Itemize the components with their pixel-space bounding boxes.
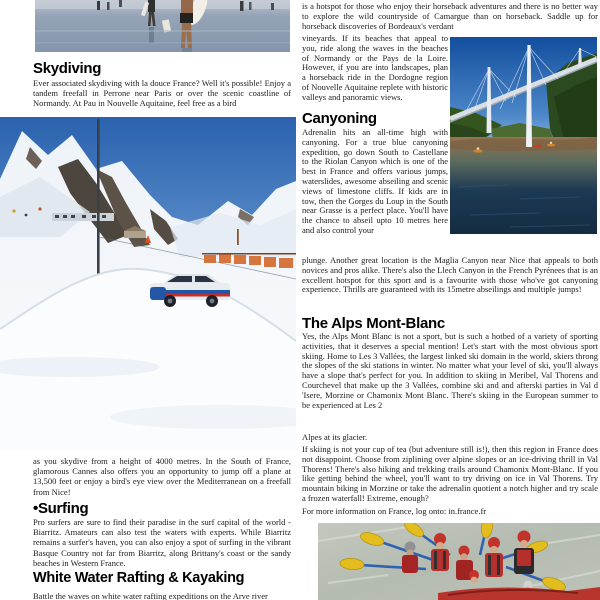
beach-surfers-photo [35, 0, 290, 52]
canyoning-paragraph-narrow: Adrenalin hits an all-time high with canyoning. For a true blue canyoning expedition, go down South to Castellane to the Riolan Canyon which is one of the best in France and offers various jumps, waterslides, awesome abseiling and scenic views of limestone cliffs. If kids are in tow, then the Gorges du Loup in the South near Grasse is a perfect place. You'll have the chance to abseil upto 10 metres here and also control your [302, 128, 448, 235]
alps-more-info: For more information on France, log onto: in.france.fr [302, 507, 487, 516]
alps-paragraph-1-tail: Alpes at its glacier. [302, 433, 368, 442]
skydiving-paragraph-1: Ever associated skydiving with la douce France? Well it's possible! Enjoy a tandem freefall in Perrone near Paris or over the scenic coastline of Normandy. At Pau in Nouvelle Aquitaine, feel free as a bird [33, 78, 291, 109]
white-water-rafting-photo [318, 523, 600, 600]
surfing-heading: •Surfing [33, 500, 89, 517]
white-water-paragraph-partial: Battle the waves on white water rafting expeditions on the Arve river [33, 591, 268, 600]
beach-surfers-illustration [35, 0, 290, 52]
white-water-heading: White Water Rafting & Kayaking [33, 570, 245, 586]
canyoning-heading: Canyoning [302, 110, 377, 127]
skydiving-heading: Skydiving [33, 60, 102, 77]
rafting-illustration [318, 523, 600, 600]
skydiving-paragraph-2: as you skydive from a height of 4000 metres. In the South of France, glamorous Cannes also offers you an opportunity to jump off a plane at 13,500 feet or enjoy a bird's eye view over the Mediterranean on a freefall from Nice! [33, 456, 291, 497]
ski-slope-ice-driving-photo [0, 117, 296, 450]
horse-riding-paragraph-wide: is a hotspot for those who enjoy their horseback adventures and there is no better way to explore the wild countryside of Camargue than on horseback. Saddle up for horseback discoveries of Bordeaux's verdant [302, 2, 598, 31]
canyoning-paragraph-wide: plunge. Another great location is the Maglia Canyon near Nice that appeals to both novices and pros alike. There's also the Llech Canyon in the French Pyrénees that is an excellent hotspot for this sport and is a favourite with those who've got canyoning experience. Thrills are guaranteed with its 15metre abseilings and multiple jumps! [302, 256, 598, 295]
ski-slope-illustration [0, 117, 296, 450]
alps-heading: The Alps Mont-Blanc [302, 315, 445, 332]
millau-viaduct-kayaking-photo [450, 37, 597, 234]
surfing-paragraph: Pro surfers are sure to find their paradise in the surf capital of the world - Biarritz. Amateurs can also test the waters with experts. While Biarritz remains a surfer's haven, you can also enjoy a spot of surfing in the vibrant Basque Country not far from Biarritz, along Brittany's coast or the sandy beaches in Western France. [33, 517, 291, 568]
alps-paragraph-2: If skiing is not your cup of tea (but adventure still is!), then this region in France does not disappoint. Choose from ziplining over alpine slopes or an ice-driving thrill in Val Thorens! There's also hiking and trekking trails around Chamonix Mont-Blanc. If you like getting behind the wheel, you'll want to try driving on ice in Val Thorens. Try mountain biking in Morzine or take the adrenalin quotient a notch higher and try scale a frozen waterfall! Extreme, enough? [302, 445, 598, 503]
millau-viaduct-illustration [450, 37, 597, 234]
alps-paragraph-1: Yes, the Alps Mont Blanc is not a sport, but is such a hotbed of a variety of sporting activities, that it deserves a special mention! Let's start with the most obvious sport skiing. Home to Les 3 Vallées, the largest linked ski domain in the world, skiers throng the slopes of the ski stations in winter. No matter what your level of ski, you'll always have a slope that's perfect for you. In addition to skiing in Meribel, Val Thorens and Courchevel that make up the 3 Vallées, combine ski and and afterski parties in Val d 'Isere, Morzine or Chamonix Mont Blanc. There's skiing in the European summer to be experienced at Les 2 [302, 332, 598, 410]
horse-riding-paragraph-narrow: vineyards. If its beaches that appeal to you, ride along the waves in the beaches of Normandy or the Pays de la Loire. However, if you are into landscapes, plan a horseback ride in the Dordogne region of Nouvelle Aquitaine replete with historic valleys and panoramic views. [302, 34, 448, 102]
